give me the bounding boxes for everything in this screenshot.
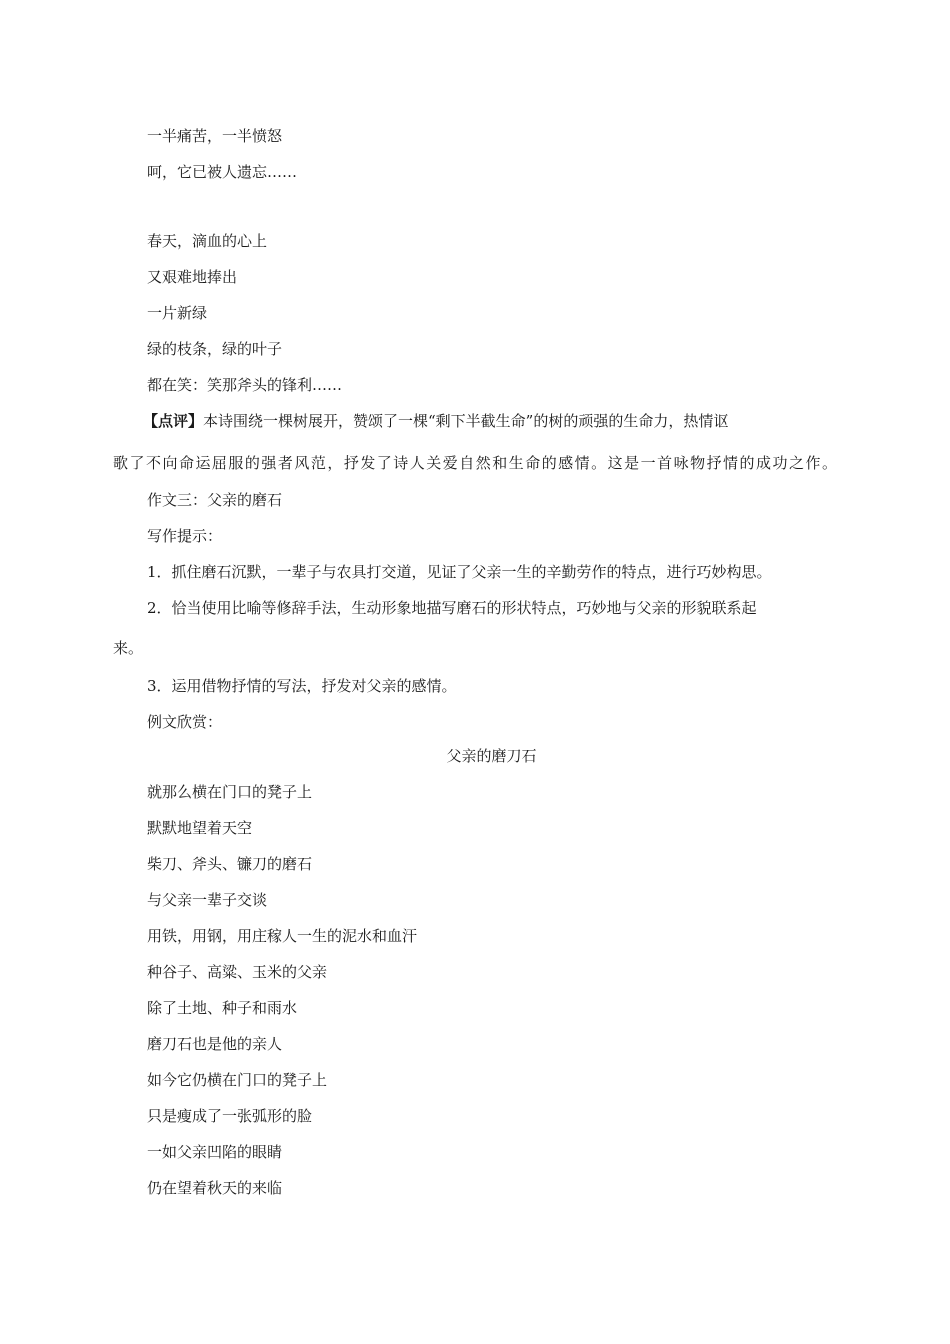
poem-line: 柴刀、斧头、镰刀的磨石 xyxy=(147,855,313,873)
poem-line: 一如父亲凹陷的眼睛 xyxy=(147,1143,283,1161)
poem-line: 用铁，用钢，用庄稼人一生的泥水和血汗 xyxy=(147,927,418,945)
poem-line: 都在笑：笑那斧头的锋利…… xyxy=(147,376,343,394)
poem-line: 春天，滴血的心上 xyxy=(147,232,268,250)
poem-line: 又艰难地捧出 xyxy=(147,268,238,286)
poem-line: 种谷子、高粱、玉米的父亲 xyxy=(147,963,328,981)
poem-line: 一片新绿 xyxy=(147,304,208,322)
poem-line: 除了土地、种子和雨水 xyxy=(147,999,298,1017)
comment-paragraph-line-1 xyxy=(143,411,728,431)
tip-2-line-2: 来。 xyxy=(113,639,144,657)
poem-line: 就那么横在门口的凳子上 xyxy=(147,783,313,801)
poem-line: 只是瘦成了一张弧形的脸 xyxy=(147,1107,313,1125)
poem-line: 与父亲一辈子交谈 xyxy=(147,891,268,909)
tip-3: 3．运用借物抒情的写法，抒发对父亲的感情。 xyxy=(147,677,457,695)
tip-2-line-1: 2．恰当使用比喻等修辞手法，生动形象地描写磨石的形状特点，巧妙地与父亲的形貌联系起 xyxy=(147,599,757,617)
example-poem-title: 父亲的磨刀石 xyxy=(446,747,537,765)
comment-text: 本诗围绕一棵树展开，赞颂了一棵“剩下半截生命”的树的顽强的生命力，热情讴 xyxy=(203,412,729,430)
poem-line: 磨刀石也是他的亲人 xyxy=(147,1035,283,1053)
poem-line: 呵，它已被人遗忘…… xyxy=(147,163,298,181)
essay-heading: 作文三：父亲的磨石 xyxy=(147,491,283,509)
poem-line: 仍在望着秋天的来临 xyxy=(147,1179,283,1197)
comment-tag: 【点评】 xyxy=(143,412,204,430)
poem-line: 如今它仍横在门口的凳子上 xyxy=(147,1071,328,1089)
tips-label: 写作提示： xyxy=(147,527,223,545)
poem-line: 默默地望着天空 xyxy=(147,819,253,837)
tip-1: 1．抓住磨石沉默，一辈子与农具打交道，见证了父亲一生的辛勤劳作的特点，进行巧妙构思。 xyxy=(147,563,772,581)
poem-line: 一半痛苦，一半愤怒 xyxy=(147,127,283,145)
example-label: 例文欣赏： xyxy=(147,713,223,731)
comment-paragraph-line-2: 歌了不向命运屈服的强者风范，抒发了诗人关爱自然和生命的感情。这是一首咏物抒情的成功之作。 xyxy=(113,454,837,472)
poem-line: 绿的枝条，绿的叶子 xyxy=(147,340,283,358)
